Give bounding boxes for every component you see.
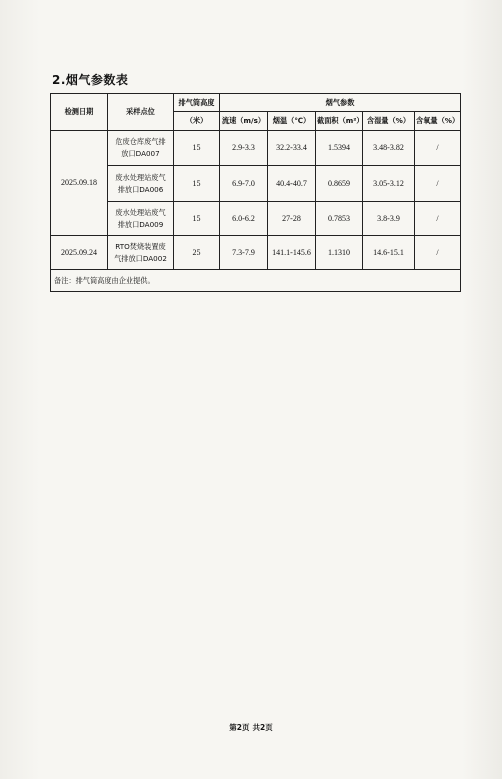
header-moisture: 含湿量（%） — [363, 112, 415, 131]
header-oxygen: 含氧量（%） — [415, 112, 461, 131]
table-row — [51, 131, 461, 166]
point-cell — [108, 202, 174, 236]
area-cell: 0.8659 — [316, 166, 363, 202]
point-line: 排放口DA009 — [117, 219, 164, 229]
flow-cell: 6.9-7.0 — [220, 166, 268, 202]
header-temp: 烟温（℃） — [268, 112, 316, 131]
date-cell: 2025.09.24 — [51, 236, 108, 270]
flow-cell: 7.3-7.9 — [220, 236, 268, 270]
page-number: 第2页 — [229, 723, 250, 732]
page-footer — [0, 722, 502, 733]
point-line: 排放口DA006 — [117, 184, 164, 194]
area-cell: 1.1310 — [316, 236, 363, 270]
point-line: 气排放口DA002 — [114, 253, 167, 263]
header-stack-height: 排气筒高度 — [174, 94, 220, 112]
temp-cell: 141.1-145.6 — [268, 236, 316, 270]
table-row — [51, 236, 461, 270]
table-row — [51, 202, 461, 236]
date-cell: 2025.09.18 — [51, 131, 108, 236]
header-flow: 流速（m/s） — [220, 112, 268, 131]
point-line: 危废仓库废气排 — [115, 137, 166, 146]
flow-cell: 2.9-3.3 — [220, 131, 268, 166]
temp-cell: 32.2-33.4 — [268, 131, 316, 166]
point-cell — [108, 131, 174, 166]
header-stack-height-unit: （米） — [174, 112, 220, 131]
height-cell: 15 — [174, 166, 220, 202]
page-total: 共2页 — [252, 723, 273, 732]
area-cell: 1.5394 — [316, 131, 363, 166]
height-cell: 15 — [174, 202, 220, 236]
point-cell — [108, 166, 174, 202]
moisture-cell: 3.05-3.12 — [363, 166, 415, 202]
point-line: 放口DA007 — [121, 149, 160, 158]
oxygen-cell: / — [415, 131, 461, 166]
smoke-params-table — [50, 93, 461, 292]
header-area: 截面积（m²） — [316, 112, 363, 131]
table-row — [51, 166, 461, 202]
moisture-cell: 14.6-15.1 — [363, 236, 415, 270]
temp-cell: 27-28 — [268, 202, 316, 236]
flow-cell: 6.0-6.2 — [220, 202, 268, 236]
height-cell: 15 — [174, 131, 220, 166]
area-cell: 0.7853 — [316, 202, 363, 236]
note-row — [51, 270, 461, 292]
point-line: 废水处理站废气 — [115, 207, 166, 217]
header-date: 检测日期 — [51, 94, 108, 131]
section-title: 2.烟气参数表 — [52, 73, 129, 87]
moisture-cell: 3.48-3.82 — [363, 131, 415, 166]
point-line: 废水处理站废气 — [115, 172, 166, 182]
height-cell: 25 — [174, 236, 220, 270]
point-line: RTO焚烧装置废 — [115, 241, 166, 251]
point-cell — [108, 236, 174, 270]
oxygen-cell: / — [415, 166, 461, 202]
temp-cell: 40.4-40.7 — [268, 166, 316, 202]
header-point: 采样点位 — [108, 94, 174, 131]
oxygen-cell: / — [415, 202, 461, 236]
header-smoke-params: 烟气参数 — [220, 94, 461, 112]
moisture-cell: 3.8-3.9 — [363, 202, 415, 236]
oxygen-cell: / — [415, 236, 461, 270]
header-row-1 — [51, 94, 461, 112]
table-note: 备注：排气筒高度由企业提供。 — [51, 270, 461, 292]
